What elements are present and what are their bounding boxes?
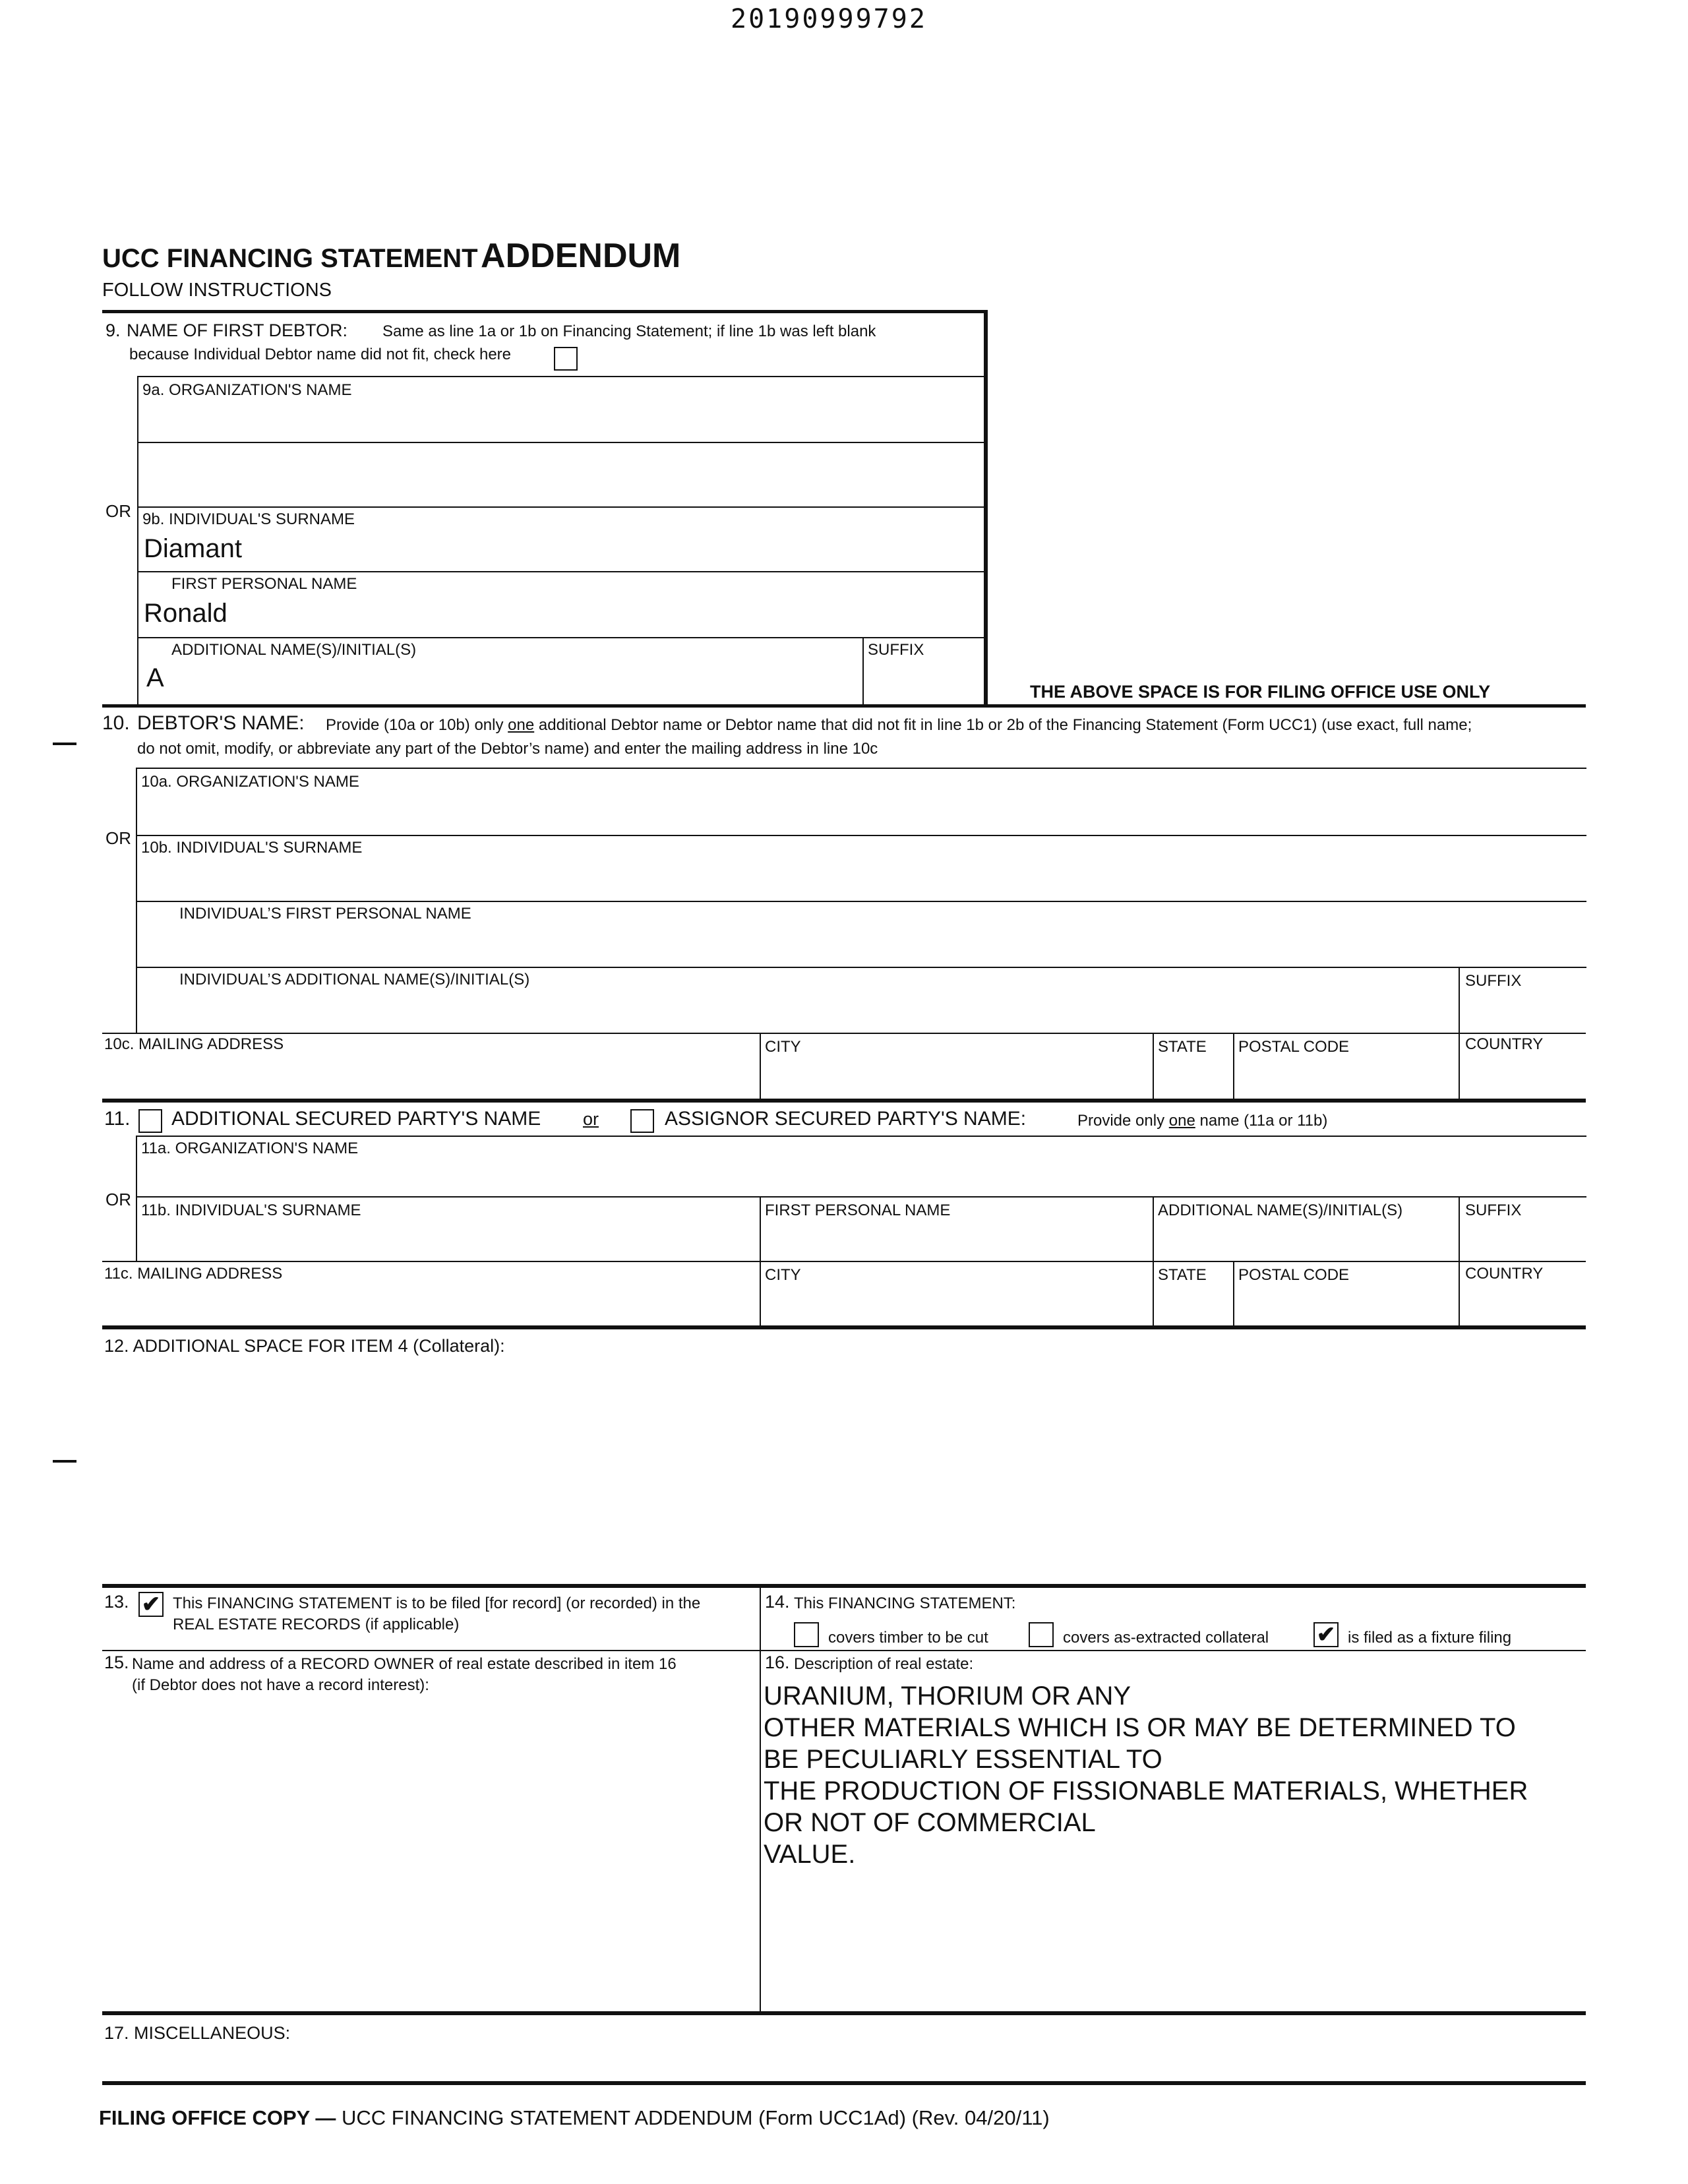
item11c-mailing-label: 11c. MAILING ADDRESS (104, 1265, 283, 1283)
item10-or-label: OR (106, 828, 131, 848)
item9-number: 9. (106, 320, 121, 340)
item15-line2: (if Debtor does not have a record interest): (132, 1676, 429, 1694)
item10-number: 10. (102, 712, 130, 734)
item10-state-label: STATE (1158, 1038, 1207, 1056)
item9-additional-value: A (146, 663, 164, 692)
item11-provide-a: Provide only (1077, 1112, 1165, 1130)
item14-label: This FINANCING STATEMENT: (794, 1594, 1016, 1612)
item14-timber-checkbox[interactable] (794, 1622, 819, 1647)
item12-label: 12. ADDITIONAL SPACE FOR ITEM 4 (Collateral): (104, 1336, 505, 1356)
item9-suffix-label: SUFFIX (868, 641, 924, 659)
item10c-mailing-label: 10c. MAILING ADDRESS (104, 1035, 284, 1053)
item11-first-name-label: FIRST PERSONAL NAME (765, 1201, 951, 1219)
item13-checkbox[interactable]: ✔ (138, 1592, 164, 1617)
item11-or-word: or (583, 1109, 599, 1129)
item10a-org-label: 10a. ORGANIZATION'S NAME (141, 773, 359, 791)
item9-desc-line1: Same as line 1a or 1b on Financing Statement; if line 1b was left blank (382, 322, 876, 340)
item11a-org-label: 11a. ORGANIZATION'S NAME (141, 1139, 359, 1157)
item16-line: OR NOT OF COMMERCIAL (764, 1808, 1096, 1837)
item9-or-label: OR (106, 501, 131, 521)
item11-state-label: STATE (1158, 1266, 1207, 1284)
item9-additional-label: ADDITIONAL NAME(S)/INITIAL(S) (171, 641, 417, 659)
item16-line: OTHER MATERIALS WHICH IS OR MAY BE DETERMINED TO (764, 1713, 1516, 1742)
filing-office-note: THE ABOVE SPACE IS FOR FILING OFFICE USE ONLY (1030, 682, 1491, 702)
item11-option1: ADDITIONAL SECURED PARTY'S NAME (171, 1108, 541, 1130)
item11-or-label: OR (106, 1190, 131, 1209)
item16-line: BE PECULIARLY ESSENTIAL TO (764, 1745, 1162, 1774)
item10-heading: DEBTOR'S NAME: (137, 712, 305, 734)
item11-provide-b: name (11a or 11b) (1199, 1112, 1328, 1130)
item11-provide-note (1077, 1112, 1327, 1130)
item10-first-name-label: INDIVIDUAL’S FIRST PERSONAL NAME (179, 905, 471, 923)
item9-same-as-checkbox[interactable] (554, 347, 578, 371)
item11b-surname-label: 11b. INDIVIDUAL'S SURNAME (141, 1201, 361, 1219)
item11-number: 11. (104, 1108, 131, 1130)
follow-instructions: FOLLOW INSTRUCTIONS (102, 280, 332, 301)
footer-bold: FILING OFFICE COPY — (99, 2106, 336, 2129)
item14-number: 14. (765, 1592, 790, 1612)
item10-suffix-label: SUFFIX (1465, 972, 1522, 990)
item14-timber-label: covers timber to be cut (828, 1629, 988, 1647)
item10-desc-a: Provide (10a or 10b) only (326, 716, 504, 734)
footer (99, 2106, 1050, 2130)
item10-desc-b: additional Debtor name or Debtor name that did not fit in line 1b or 2b of the Financing Statement (Form UCC1) (use exact, full name; (538, 716, 1472, 734)
item13-line1: This FINANCING STATEMENT is to be filed [for record] (or recorded) in the (173, 1594, 701, 1612)
item15-number: 15. (104, 1653, 129, 1672)
item14-extracted-checkbox[interactable] (1029, 1622, 1054, 1647)
item9-first-name-value: Ronald (144, 599, 227, 628)
item15-line1: Name and address of a RECORD OWNER of real estate described in item 16 (132, 1655, 677, 1673)
item10-description (326, 716, 1472, 735)
item10-desc-one: one (508, 716, 535, 734)
item14-fixture-label: is filed as a fixture filing (1348, 1629, 1512, 1647)
item10-desc-line2: do not omit, modify, or abbreviate any part of the Debtor’s name) and enter the mailing address in line 10c (137, 740, 878, 758)
item14-extracted-label: covers as-extracted collateral (1063, 1629, 1269, 1647)
item9b-surname-label: 9b. INDIVIDUAL'S SURNAME (142, 510, 355, 528)
document-number: 20190999792 (731, 4, 927, 34)
item9-heading: NAME OF FIRST DEBTOR: (127, 320, 348, 340)
form-title-addendum: ADDENDUM (481, 237, 681, 275)
form-title (102, 236, 680, 276)
item10-additional-label: INDIVIDUAL’S ADDITIONAL NAME(S)/INITIAL(S) (179, 971, 530, 988)
item11-provide-one: one (1168, 1112, 1195, 1130)
item9-first-name-label: FIRST PERSONAL NAME (171, 575, 357, 593)
item11-country-label: COUNTRY (1465, 1265, 1544, 1283)
item11-city-label: CITY (765, 1266, 801, 1284)
form-title-main: UCC FINANCING STATEMENT (102, 244, 478, 273)
item11-additional-party-checkbox[interactable] (138, 1109, 162, 1133)
item11-suffix-label: SUFFIX (1465, 1201, 1522, 1219)
footer-text: UCC FINANCING STATEMENT ADDENDUM (Form UCC1Ad) (Rev. 04/20/11) (342, 2106, 1050, 2129)
item14-fixture-checkbox[interactable]: ✔ (1313, 1622, 1339, 1647)
item9-desc-line2: because Individual Debtor name did not fit, check here (129, 346, 512, 363)
item11-assignor-party-checkbox[interactable] (630, 1109, 654, 1133)
item9a-org-label: 9a. ORGANIZATION'S NAME (142, 381, 352, 399)
item16-description (764, 1680, 1528, 1870)
item10-city-label: CITY (765, 1038, 801, 1056)
item16-line: VALUE. (764, 1840, 856, 1869)
item16-line: THE PRODUCTION OF FISSIONABLE MATERIALS, WHETHER (764, 1776, 1528, 1805)
item13-line2: REAL ESTATE RECORDS (if applicable) (173, 1616, 460, 1633)
item11-additional-label: ADDITIONAL NAME(S)/INITIAL(S) (1158, 1201, 1403, 1219)
item17-label: 17. MISCELLANEOUS: (104, 2023, 291, 2043)
item10-postal-label: POSTAL CODE (1238, 1038, 1350, 1056)
item16-label: Description of real estate: (794, 1655, 974, 1673)
item16-line: URANIUM, THORIUM OR ANY (764, 1682, 1131, 1711)
item9b-surname-value: Diamant (144, 534, 242, 563)
item10b-surname-label: 10b. INDIVIDUAL'S SURNAME (141, 839, 363, 857)
item11-option2: ASSIGNOR SECURED PARTY'S NAME: (665, 1108, 1027, 1130)
item16-number: 16. (765, 1653, 790, 1672)
item10-country-label: COUNTRY (1465, 1035, 1544, 1053)
item11-postal-label: POSTAL CODE (1238, 1266, 1350, 1284)
item13-number: 13. (104, 1592, 129, 1612)
